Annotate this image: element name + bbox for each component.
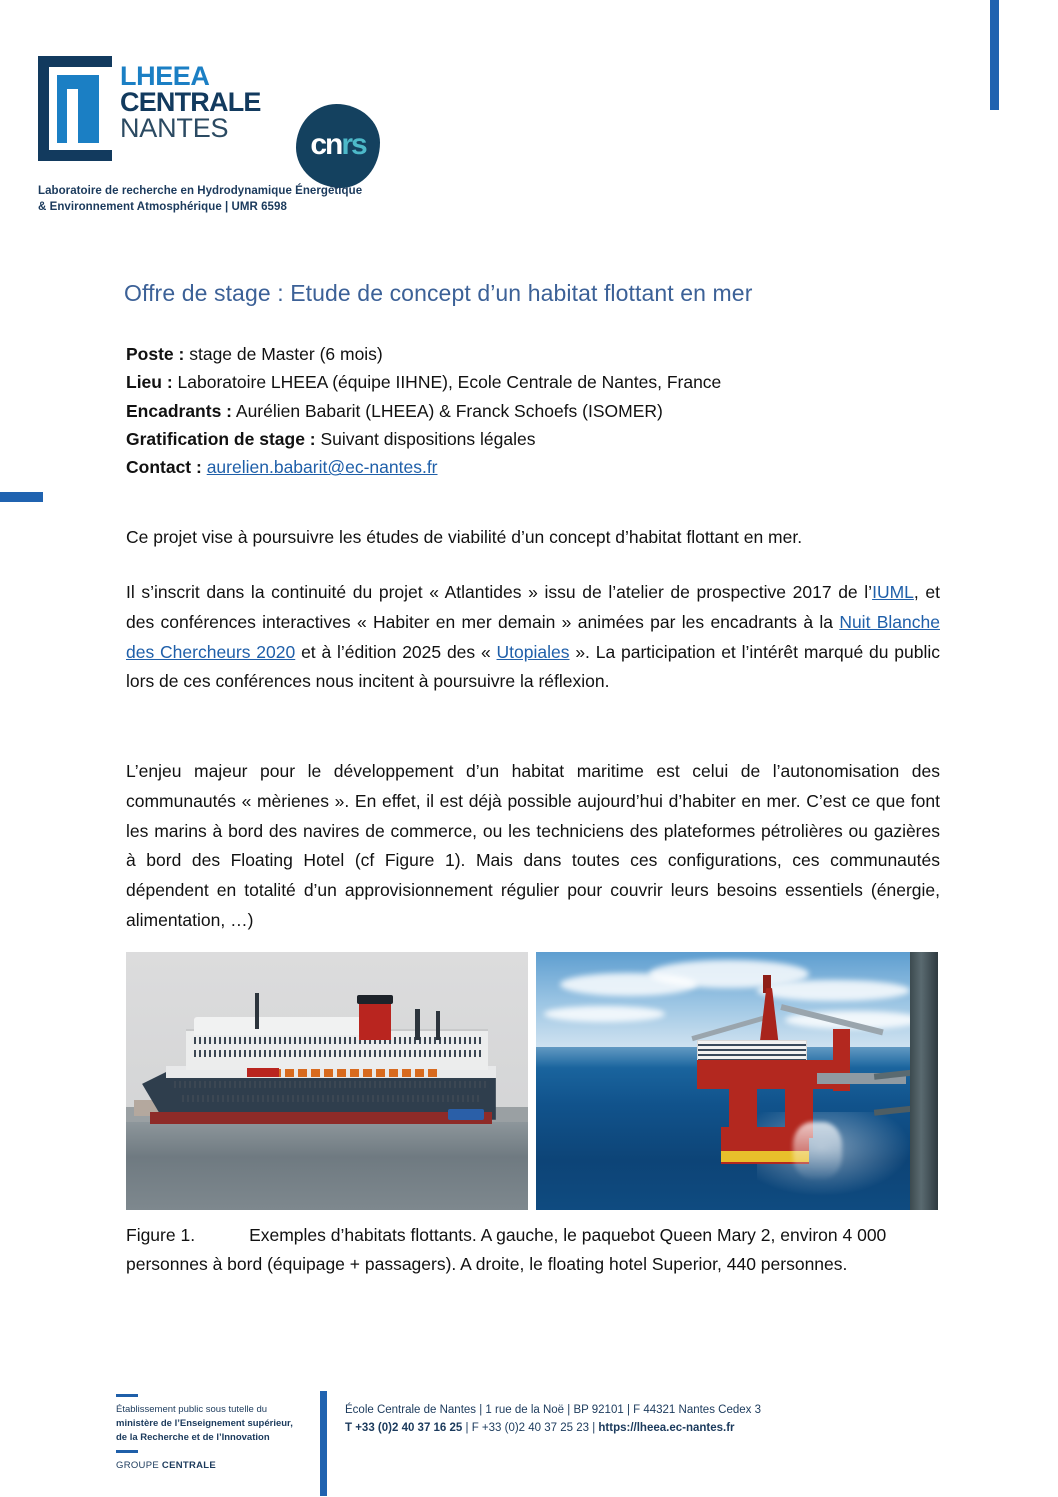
lab-subtitle	[38, 183, 362, 216]
cnrs-letters-rs: rs	[341, 128, 366, 161]
cnrs-letter-n: n	[325, 128, 342, 161]
footer-rule-bottom	[116, 1450, 138, 1453]
decorative-bar-left	[0, 492, 43, 502]
footer-website-link[interactable]: https://lheea.ec-nantes.fr	[598, 1421, 735, 1434]
ministry-line1: Établissement public sous tutelle du	[116, 1404, 268, 1415]
groupe-word: GROUPE	[116, 1460, 162, 1471]
nuit-blanche-link[interactable]: Nuit Blanche des Chercheurs 2020	[126, 611, 940, 662]
meta-value-lieu: Laboratoire LHEEA (équipe IIHNE), Ecole Centrale de Nantes, France	[172, 372, 722, 393]
utopiales-link[interactable]: Utopiales	[496, 641, 570, 662]
lheea-wordmark	[120, 61, 261, 143]
figure-image-floating-hotel	[536, 952, 938, 1210]
paragraph-context-seg1: Il s’inscrit dans la continuité du projet « Atlantides » issu de l’atelier de prospective 2017 de l’	[126, 582, 873, 602]
lheea-bracket-logo-icon	[38, 56, 112, 161]
footer-address-line1: École Centrale de Nantes | 1 rue de la Noë | BP 92101 | F 44321 Nantes Cedex 3	[345, 1404, 761, 1416]
meta-value-poste: stage de Master (6 mois)	[184, 344, 383, 364]
figure-image-queen-mary-2	[126, 952, 528, 1210]
lheea-wordmark-line2: CENTRALE	[120, 86, 261, 117]
paragraph-intro: Ce projet vise à poursuivre les études de viabilité d’un concept d’habitat flottant en mer.	[126, 527, 803, 547]
footer-phone: T +33 (0)2 40 37 16 25	[345, 1421, 463, 1434]
footer-address-block	[345, 1402, 945, 1438]
metadata-block	[126, 340, 956, 482]
logo-row	[38, 48, 458, 166]
footer-address-line2	[345, 1420, 945, 1438]
lab-subtitle-line2: & Environnement Atmosphérique | UMR 6598	[38, 201, 287, 214]
ministry-block	[116, 1403, 306, 1444]
lheea-wordmark-line3: NANTES	[120, 112, 229, 143]
meta-row-poste	[126, 340, 956, 368]
footer-fax: | F +33 (0)2 40 37 25 23 |	[462, 1421, 599, 1434]
decorative-bar-top-right	[990, 0, 999, 110]
meta-label-encadrants: Encadrants :	[126, 400, 232, 421]
meta-row-lieu	[126, 368, 956, 396]
meta-label-lieu: Lieu :	[126, 372, 173, 393]
cnrs-wordmark	[296, 130, 380, 160]
meta-label-gratification: Gratification de stage :	[126, 429, 316, 450]
meta-label-poste: Poste :	[126, 344, 185, 364]
lheea-wordmark-line1: LHEEA	[120, 61, 210, 91]
meta-row-gratification	[126, 425, 956, 453]
paragraph-context-seg2: , et des conférences interactives « Habiter en mer demain » animées par les encadrants à la	[126, 582, 940, 632]
paragraph-context-seg3: et à l’édition 2025 des «	[295, 641, 497, 662]
centrale-word: CENTRALE	[161, 1460, 217, 1471]
lab-subtitle-line1: Laboratoire de recherche en Hydrodynamique Énergétique	[38, 185, 363, 197]
groupe-centrale-label	[116, 1460, 216, 1471]
iuml-link[interactable]: IUML	[872, 582, 914, 602]
meta-value-encadrants: Aurélien Babarit (LHEEA) & Franck Schoefs (ISOMER)	[232, 400, 663, 421]
page-title: Offre de stage : Etude de concept d’un habitat flottant en mer	[124, 280, 753, 306]
meta-row-encadrants	[126, 397, 956, 425]
cnrs-letter-c: c	[310, 128, 325, 161]
meta-value-gratification: Suivant dispositions légales	[315, 429, 536, 450]
cnrs-logo-icon	[296, 104, 380, 188]
paragraph-context-seg4: ». La participation et l’intérêt marqué du public lors de ces conférences nous incitent à poursuivre la réflexion.	[126, 641, 940, 692]
document-footer	[0, 1378, 1058, 1497]
contact-email-link[interactable]: aurelien.babarit@ec-nantes.fr	[206, 457, 438, 478]
ministry-line2: ministère de l’Enseignement supérieur,	[116, 1417, 293, 1429]
figure-1	[126, 952, 938, 1210]
ministry-line3: de la Recherche et de l’Innovation	[116, 1431, 270, 1443]
meta-row-contact	[126, 453, 956, 481]
footer-rule-top	[116, 1394, 138, 1397]
paragraph-challenge: L’enjeu majeur pour le développement d’un habitat maritime est celui de l’autonomisation des communautés « mèrienes ». En effet, il est déjà possible aujourd’hui d’habiter en mer. C’est ce que font les marins à bord des navires de commerce, ou les techniciens des plateformes pétrolières ou gazières à bord des Floating Hotel (cf Figure 1). Mais dans toutes ces configurations, ces communautés dépendent en totalité d’un approvisionnement régulier pour couvrir leurs besoins essentiels (énergie, alimentation, …)	[126, 761, 940, 930]
figure-caption-label: Figure 1.	[126, 1225, 196, 1245]
figure-caption-text: Exemples d’habitats flottants. A gauche, le paquebot Queen Mary 2, environ 4 000 personnes à bord (équipage + passagers). A droite, le floating hotel Superior, 440 personnes.	[126, 1225, 887, 1274]
footer-divider-bar	[320, 1391, 327, 1496]
paragraph-context	[126, 578, 940, 697]
figure-caption	[126, 1221, 938, 1278]
meta-label-contact: Contact :	[126, 457, 202, 478]
